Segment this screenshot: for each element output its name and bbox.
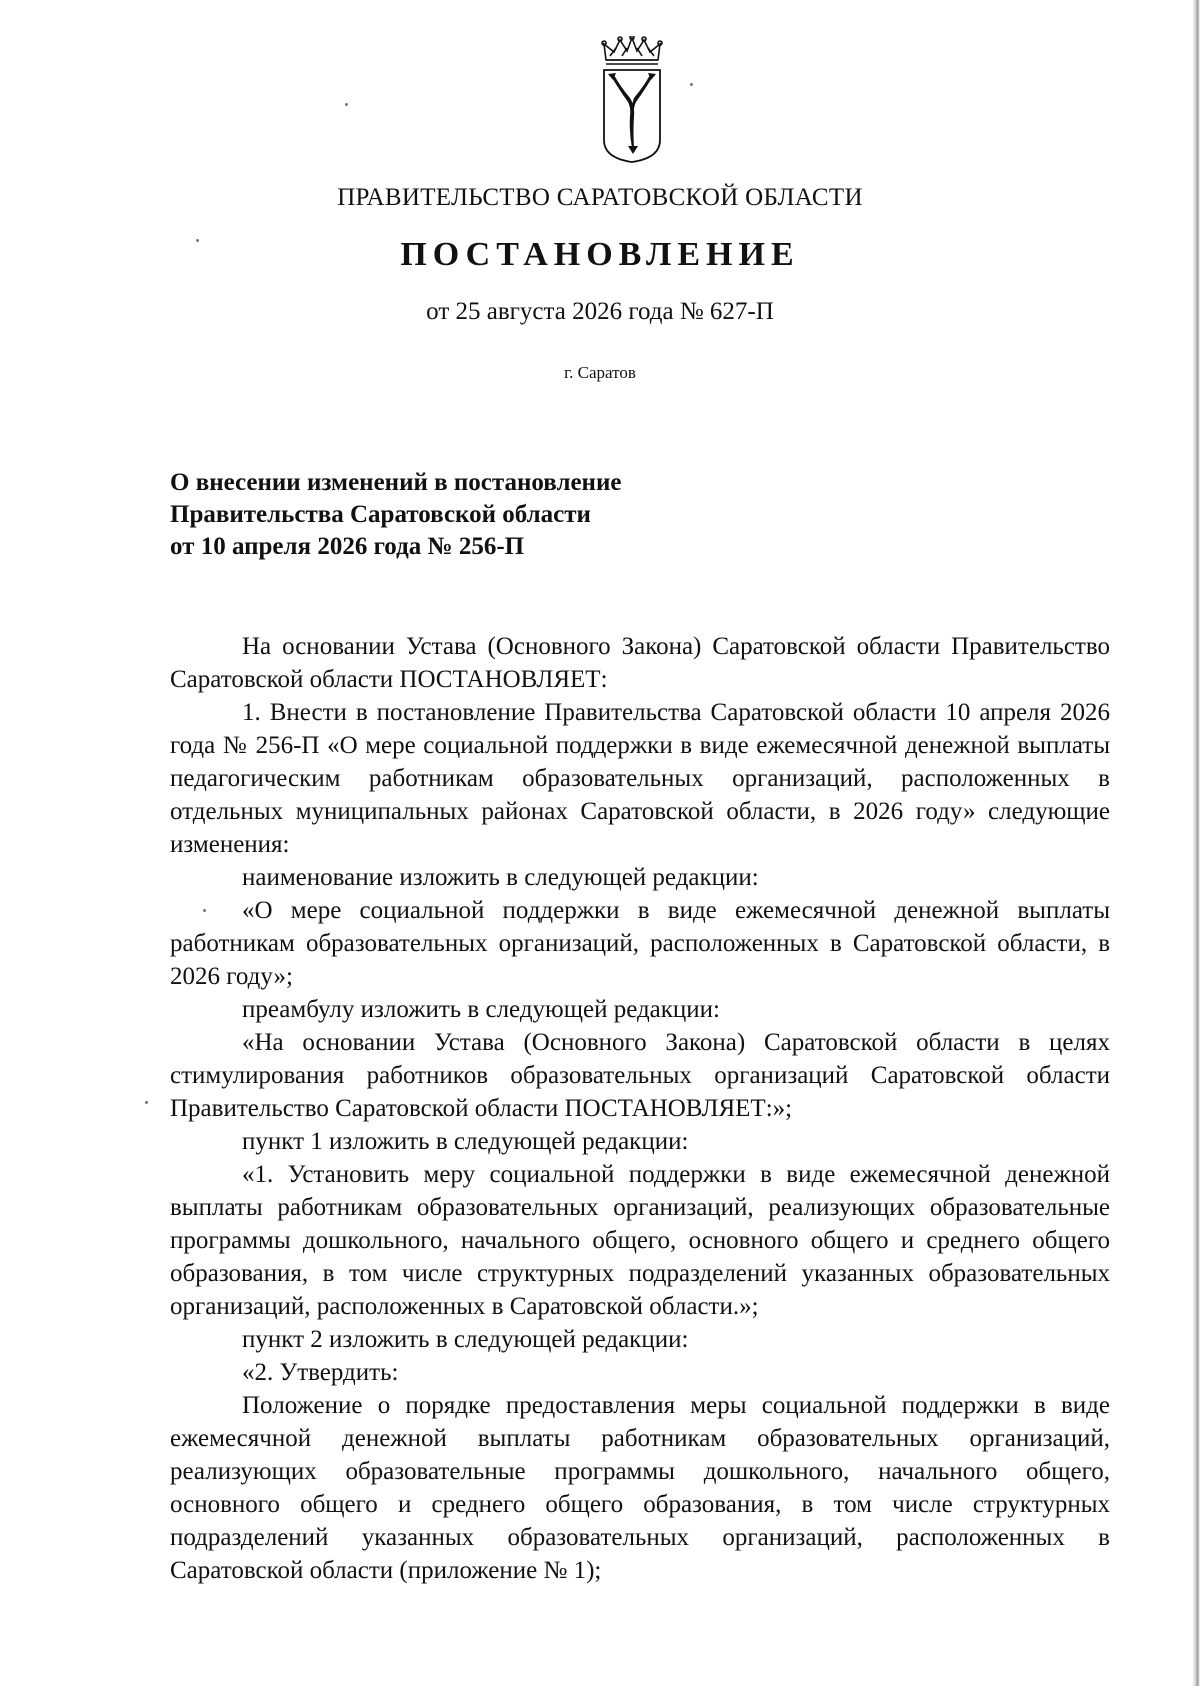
scan-edge bbox=[1192, 0, 1200, 1686]
subject-line: Правительства Саратовской области bbox=[170, 501, 591, 528]
body-paragraph: «О мере социальной поддержки в виде ежемесячной денежной выплаты работникам образовательных организаций, расположенных в Саратовской области, в 2026 году»; bbox=[170, 897, 1110, 990]
document-city: г. Саратов bbox=[564, 363, 636, 382]
scan-speck bbox=[196, 239, 199, 242]
body-paragraph: «На основании Устава (Основного Закона) Саратовской области в целях стимулирования работников образовательных организаций Саратовской области Правительство Саратовской области ПОСТАНОВЛЯЕТ:»; bbox=[170, 1029, 1110, 1122]
document-type-title: ПОСТАНОВЛЕНИЕ bbox=[400, 236, 800, 273]
subject-line: О внесении изменений в постановление bbox=[170, 469, 622, 496]
government-name: ПРАВИТЕЛЬСТВО САРАТОВСКОЙ ОБЛАСТИ bbox=[337, 184, 863, 211]
scan-speck bbox=[690, 83, 693, 86]
body-paragraph: пункт 2 изложить в следующей редакции: bbox=[242, 1326, 689, 1353]
document-date-number: от 25 августа 2026 года № 627-П bbox=[426, 298, 774, 325]
body-paragraph: преамбулу изложить в следующей редакции: bbox=[242, 996, 721, 1023]
body-paragraph: пункт 1 изложить в следующей редакции: bbox=[242, 1128, 689, 1155]
body-paragraph: На основании Устава (Основного Закона) Саратовской области Правительство Саратовской области ПОСТАНОВЛЯЕТ: bbox=[170, 633, 1110, 693]
document-body bbox=[170, 630, 1110, 1587]
body-paragraph: «2. Утвердить: bbox=[242, 1359, 399, 1386]
coat-of-arms-icon bbox=[594, 36, 670, 164]
body-paragraph: «1. Установить меру социальной поддержки в виде ежемесячной денежной выплаты работникам образовательных организаций, реализующих образовательные программы дошкольного, начального общего, основного общего и среднего общего образования, в том числе структурных подразделений указанных образовательных организаций, расположенных в Саратовской области.»; bbox=[170, 1161, 1110, 1320]
document-subject bbox=[170, 467, 870, 563]
scan-speck bbox=[145, 1101, 148, 1104]
body-paragraph: 1. Внести в постановление Правительства Саратовской области 10 апреля 2026 года № 256-П «О мере социальной поддержки в виде ежемесячной денежной выплаты педагогическим работникам образовательных организаций, расположенных в отдельных муниципальных районах Саратовской области, в 2026 году» следующие изменения: bbox=[170, 699, 1110, 858]
subject-line: от 10 апреля 2026 года № 256-П bbox=[170, 533, 525, 560]
scan-speck bbox=[345, 103, 348, 106]
body-paragraph: наименование изложить в следующей редакции: bbox=[242, 864, 759, 891]
body-paragraph: Положение о порядке предоставления меры социальной поддержки в виде ежемесячной денежной выплаты работникам образовательных организаций, реализующих образовательные программы дошкольного, начального общего, основного общего и среднего общего образования, в том числе структурных подразделений указанных образовательных организаций, расположенных в Саратовской области (приложение № 1); bbox=[170, 1392, 1110, 1584]
scan-speck bbox=[203, 909, 206, 912]
